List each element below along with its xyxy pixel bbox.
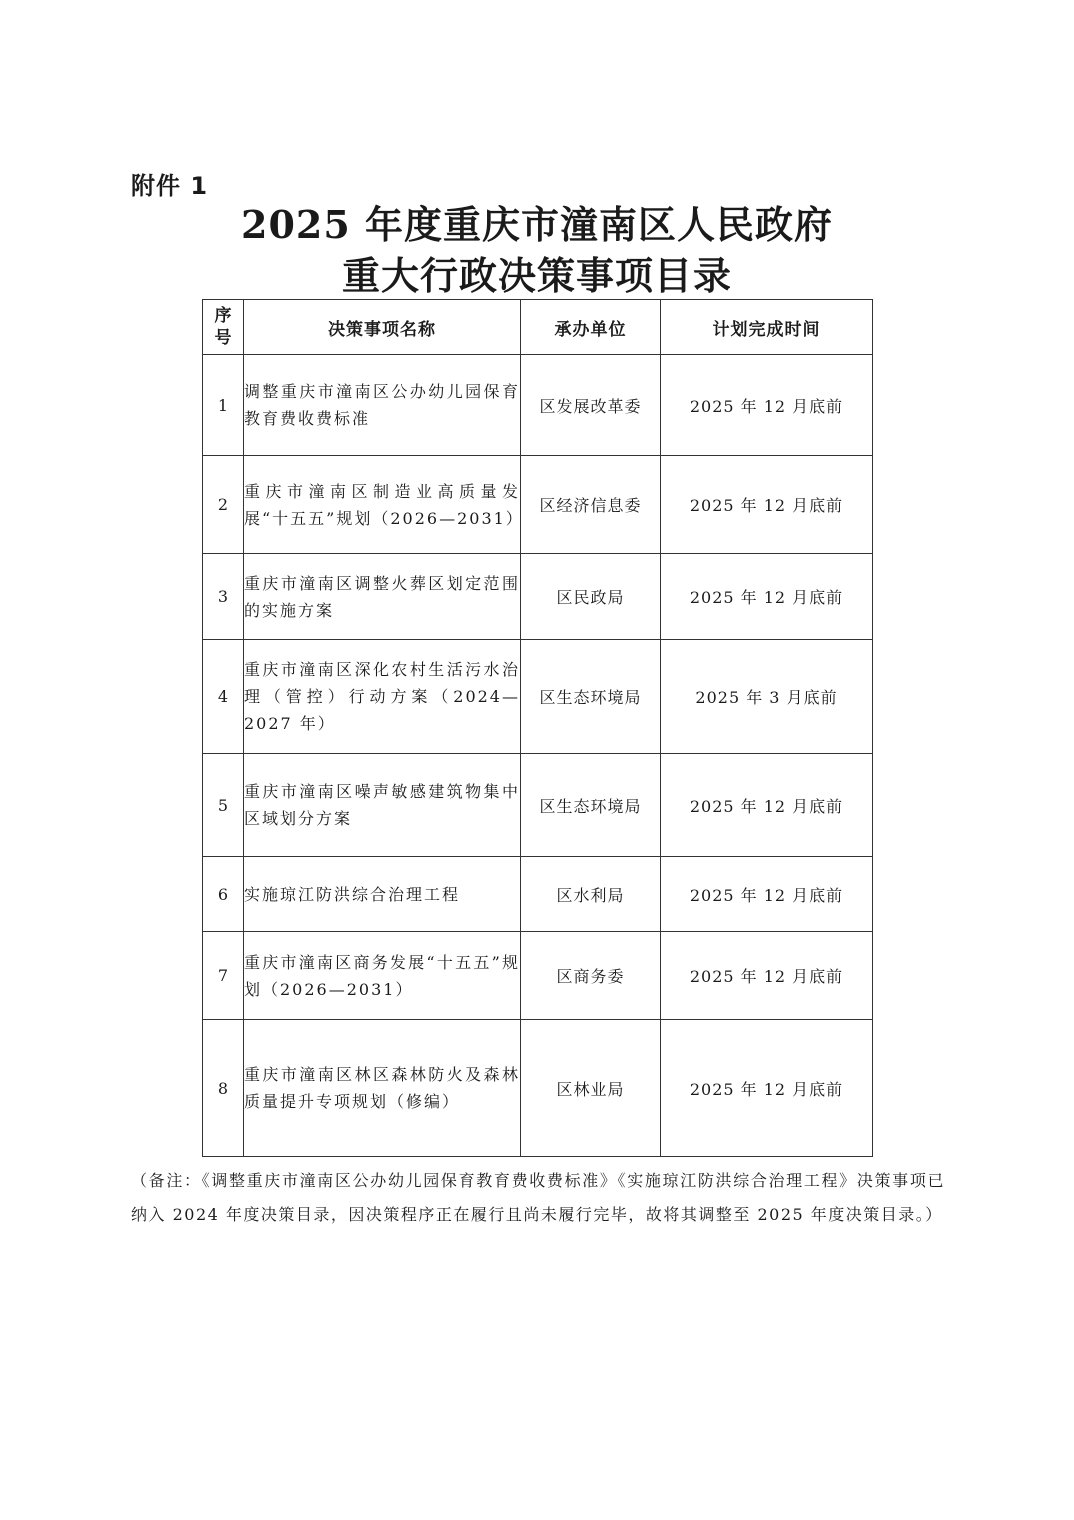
- table-row: [203, 754, 873, 857]
- row-time: 2025 年 12 月底前: [661, 932, 873, 1020]
- row-time: 2025 年 12 月底前: [661, 1020, 873, 1157]
- header-seq: 序号: [203, 300, 244, 355]
- row-name: 重庆市潼南区制造业高质量发展“十五五”规划（2026—2031）: [244, 456, 521, 554]
- footnote: （备注：《调整重庆市潼南区公办幼儿园保育教育费收费标准》《实施琼江防洪综合治理工程》决策事项已纳入 2024 年度决策目录，因决策程序正在履行且尚未履行完毕，故将其调整至 2025 年度决策目录。）: [131, 1171, 945, 1224]
- row-seq: 6: [203, 857, 244, 932]
- decision-catalog-table: [202, 299, 873, 1157]
- document-title-line-2: 重大行政决策事项目录: [341, 253, 732, 298]
- row-seq: 3: [203, 554, 244, 640]
- row-name: 调整重庆市潼南区公办幼儿园保育教育费收费标准: [244, 355, 521, 456]
- row-seq: 5: [203, 754, 244, 857]
- row-unit: 区发展改革委: [521, 355, 661, 456]
- attachment-label: 附件 1: [131, 172, 209, 200]
- row-name: 重庆市潼南区调整火葬区划定范围的实施方案: [244, 554, 521, 640]
- document-title-line-1: 2025 年度重庆市潼南区人民政府: [241, 202, 833, 247]
- row-seq: 8: [203, 1020, 244, 1157]
- row-seq: 4: [203, 640, 244, 754]
- row-name: 重庆市潼南区林区森林防火及森林质量提升专项规划（修编）: [244, 1020, 521, 1157]
- row-time: 2025 年 12 月底前: [661, 857, 873, 932]
- row-name: 重庆市潼南区噪声敏感建筑物集中区域划分方案: [244, 754, 521, 857]
- row-name: 实施琼江防洪综合治理工程: [244, 857, 521, 932]
- table-row: [203, 1020, 873, 1157]
- table-header-row: [203, 300, 873, 355]
- table-row: [203, 456, 873, 554]
- row-unit: 区商务委: [521, 932, 661, 1020]
- row-unit: 区生态环境局: [521, 754, 661, 857]
- table-row: [203, 554, 873, 640]
- row-unit: 区经济信息委: [521, 456, 661, 554]
- header-time: 计划完成时间: [661, 300, 873, 355]
- table-row: [203, 640, 873, 754]
- row-time: 2025 年 12 月底前: [661, 456, 873, 554]
- row-time: 2025 年 12 月底前: [661, 554, 873, 640]
- table-row: [203, 932, 873, 1020]
- row-seq: 2: [203, 456, 244, 554]
- row-unit: 区民政局: [521, 554, 661, 640]
- row-name: 重庆市潼南区深化农村生活污水治理（管控）行动方案（2024—2027 年）: [244, 640, 521, 754]
- row-unit: 区水利局: [521, 857, 661, 932]
- row-name: 重庆市潼南区商务发展“十五五”规划（2026—2031）: [244, 932, 521, 1020]
- row-time: 2025 年 3 月底前: [661, 640, 873, 754]
- header-unit: 承办单位: [521, 300, 661, 355]
- header-name: 决策事项名称: [244, 300, 521, 355]
- table-row: [203, 355, 873, 456]
- table-row: [203, 857, 873, 932]
- row-unit: 区生态环境局: [521, 640, 661, 754]
- row-unit: 区林业局: [521, 1020, 661, 1157]
- row-time: 2025 年 12 月底前: [661, 355, 873, 456]
- row-seq: 7: [203, 932, 244, 1020]
- row-time: 2025 年 12 月底前: [661, 754, 873, 857]
- row-seq: 1: [203, 355, 244, 456]
